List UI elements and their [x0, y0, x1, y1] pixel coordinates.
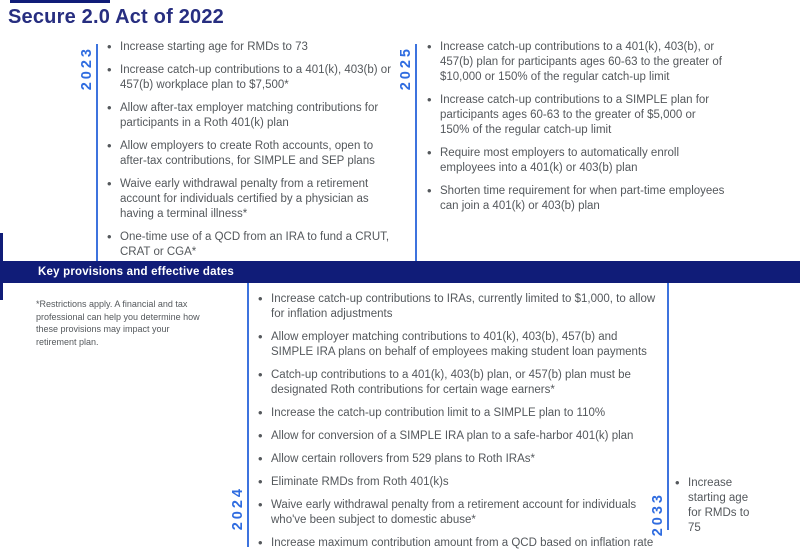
provision-item: • Catch-up contributions to a 401(k), 403(b) plan, or 457(b) plan must be designated Roth contributions for certain wage earners*	[258, 368, 658, 398]
provisions-list-2023	[107, 40, 392, 268]
provisions-list-2033	[675, 476, 763, 544]
provision-item: • Increase starting age for RMDs to 75	[675, 476, 763, 536]
provision-item: • Allow certain rollovers from 529 plans to Roth IRAs*	[258, 452, 658, 467]
timeline-line-2023	[96, 44, 98, 261]
timeline-line-2024	[247, 283, 249, 547]
provision-item: • Increase the catch-up contribution limit to a SIMPLE plan to 110%	[258, 406, 658, 421]
provisions-list-2024	[258, 292, 658, 555]
provision-item: • One-time use of a QCD from an IRA to fund a CRUT, CRAT or CGA*	[107, 230, 392, 260]
provision-item: • Eliminate RMDs from Roth 401(k)s	[258, 475, 658, 490]
provision-item: • Increase catch-up contributions to a 401(k), 403(b), or 457(b) plan for participants ages 60-63 to the greater of $10,000 or 150% of the regular catch-up limit	[427, 40, 727, 85]
provision-item: • Increase catch-up contributions to a SIMPLE plan for participants ages 60-63 to the greater of $5,000 or 150% of the regular catch-up limit	[427, 93, 727, 138]
provision-item: • Require most employers to automatically enroll employees into a 401(k) or 403(b) plan	[427, 146, 727, 176]
provision-item: • Waive early withdrawal penalty from a retirement account for individuals certified by a physician as having a terminal illness*	[107, 177, 392, 222]
provision-item: • Allow employers to create Roth accounts, open to after-tax contributions, for SIMPLE and SEP plans	[107, 139, 392, 169]
timeline-line-2025	[415, 44, 417, 261]
provision-item: • Allow employer matching contributions to 401(k), 403(b), 457(b) and SIMPLE IRA plans on behalf of employees making student loan payments	[258, 330, 658, 360]
provision-item: • Increase maximum contribution amount from a QCD based on inflation rate	[258, 536, 658, 551]
banner-title: Key provisions and effective dates	[38, 266, 234, 278]
provision-item: • Increase catch-up contributions to a 401(k), 403(b) or 457(b) workplace plan to $7,500*	[107, 63, 392, 93]
provision-item: • Waive early withdrawal penalty from a retirement account for individuals who've been subject to domestic abuse*	[258, 498, 658, 528]
year-label-2033: 2033	[650, 492, 666, 537]
provision-item: • Allow after-tax employer matching contributions for participants in a Roth 401(k) plan	[107, 101, 392, 131]
cropped-top-bar	[10, 0, 110, 3]
provision-item: • Shorten time requirement for when part-time employees can join a 401(k) or 403(b) plan	[427, 184, 727, 214]
provision-item: • Increase starting age for RMDs to 73	[107, 40, 392, 55]
page-title: Secure 2.0 Act of 2022	[8, 6, 224, 28]
key-provisions-banner	[0, 261, 800, 283]
year-label-2025: 2025	[398, 46, 414, 91]
cropped-left-line	[0, 233, 3, 300]
provision-item: • Allow for conversion of a SIMPLE IRA plan to a safe-harbor 401(k) plan	[258, 429, 658, 444]
timeline-line-2033	[667, 283, 669, 530]
year-label-2024: 2024	[230, 486, 246, 531]
restrictions-footnote: *Restrictions apply. A financial and tax professional can help you determine how these provisions may impact your retirement plan.	[36, 299, 200, 347]
year-label-2023: 2023	[79, 46, 95, 91]
provision-item: • Increase catch-up contributions to IRAs, currently limited to $1,000, to allow for inflation adjustments	[258, 292, 658, 322]
provisions-list-2025	[427, 40, 727, 222]
